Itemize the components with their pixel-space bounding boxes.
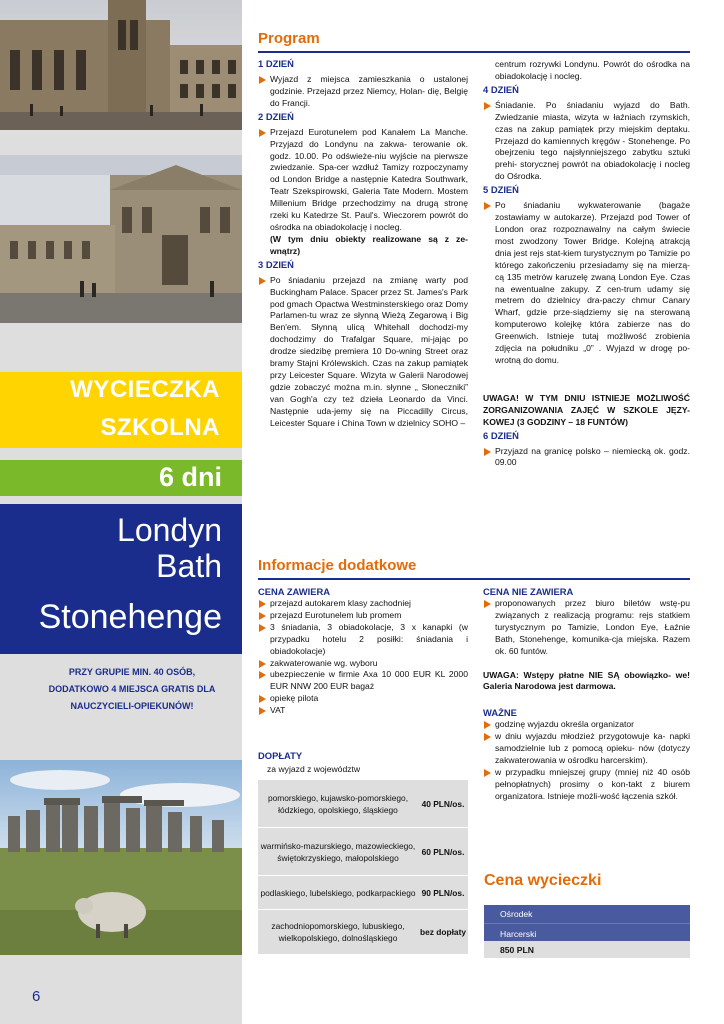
destination-stonehenge: Stonehenge <box>38 598 222 636</box>
included-item: VAT <box>258 705 468 717</box>
not-included-header: CENA NIE ZAWIERA <box>483 586 574 597</box>
bullet-arrow-icon <box>259 612 266 620</box>
table-row <box>258 876 468 910</box>
surcharge-regions: warmińsko-mazurskiego, mazowieckiego, świętokrzyskiego, małopolskiego <box>260 840 416 863</box>
destination-bath: Bath <box>156 548 222 584</box>
surcharges-header: DOPŁATY <box>258 750 303 761</box>
surcharge-regions: podlaskiego, lubelskiego, podkarpackiego <box>260 887 416 898</box>
bullet-arrow-icon <box>259 660 266 668</box>
bullet-arrow-icon <box>259 277 266 285</box>
important-header: WAŻNE <box>483 707 517 719</box>
included-column <box>258 586 468 717</box>
surcharge-price: 60 PLN/os. <box>421 846 465 857</box>
trip-price-box <box>484 905 690 958</box>
day4-header: 4 DZIEŃ <box>483 83 519 95</box>
title-line-1: WYCIECZKA <box>70 376 220 403</box>
not-included-column <box>483 586 690 803</box>
table-row <box>258 910 468 954</box>
day5-text: Po śniadaniu wykwaterowanie (bagaże zostawiamy w autokarze). Przejazd pod Tower of London oraz rozpoznawalny na całym świecie most zwodzony Tower Bridge. Kolejną atrakcją dnia jest rejs stat-kiem turystycznym po Tamizie po którego zakończeniu przesiadamy się na mierzą-cą 135 metrów karuzelę zwaną London Eye. Czas na ewentualne zakupy. Z cen-trum udamy się metrem do dzielnicy dra-paczy chmur Canary Wharf, gdzie prze-siądziemy się na sterowaną komputerowo kolejkę która zabierze nas do Greenwich. Istnieje tutaj możliwość zrobienia zdjęcia na południku „0” . Wyjazd w drogę po-wrotną do domu. <box>483 200 690 367</box>
surcharges-table <box>258 780 468 954</box>
accommodation-type-line-2: Harcerski <box>484 923 690 941</box>
surcharge-regions: zachodniopomorskiego, lubuskiego, wielkopolskiego, dolnośląskiego <box>271 921 405 943</box>
trip-price-title: Cena wycieczki <box>484 872 602 889</box>
table-row <box>258 780 468 828</box>
bullet-arrow-icon <box>484 202 491 210</box>
day4-text: Śniadanie. Po śniadaniu wyjazd do Bath. Zwiedzanie miasta, wizyta w łaźniach rzymskich, czas na zakup pamiątek przy miejskim deptaku. Przejazd do kamiennych kręgów - Stonehenge. Po obejrzeniu tego najsłynniejszego zabytku sztuki prehi- storycznej powrót na obiadokolację i nocleg do Ośrodka. <box>483 100 690 183</box>
included-item: 3 śniadania, 3 obiadokolacje, 3 x kanapki (w przypadku hotelu 2 posiłki: śniadania i obiadokolacje) <box>258 622 468 658</box>
page-number: 6 <box>32 988 41 1005</box>
surcharge-price: 40 PLN/os. <box>421 798 465 809</box>
program-column-2 <box>483 59 690 469</box>
surcharge-price: 90 PLN/os. <box>421 887 465 898</box>
bullet-arrow-icon <box>259 695 266 703</box>
bullet-arrow-icon <box>259 600 266 608</box>
day5-header: 5 DZIEŃ <box>483 184 519 196</box>
bullet-arrow-icon <box>259 707 266 715</box>
destination-london: Londyn <box>117 512 222 548</box>
left-column <box>0 0 242 1024</box>
table-row <box>258 828 468 876</box>
program-title: Program <box>258 30 320 47</box>
bullet-arrow-icon <box>259 624 266 632</box>
trip-price-value: 850 PLN <box>484 941 690 958</box>
program-column-1 <box>258 57 468 429</box>
day2-header: 2 DZIEŃ <box>258 110 294 122</box>
important-item: godzinę wyjazdu określa organizator <box>483 719 690 731</box>
bullet-arrow-icon <box>259 129 266 137</box>
info-title: Informacje dodatkowe <box>258 557 417 574</box>
duration-label: 6 dni <box>158 462 222 492</box>
bullet-arrow-icon <box>484 600 491 608</box>
day3-continued: centrum rozrywki Londynu. Powrót do ośrodka na obiadokolację i nocleg. <box>495 59 690 81</box>
not-included-text: proponowanych przez biuro biletów wstę-pu związanych z realizacją programu: rejs statkiem turystycznym po Tamizie, London Eye, Łaźnie Bath, Stonehenge, komunika-cja miejska. Razem ok. 60 funtów. <box>483 598 690 658</box>
included-item: przejazd autokarem klasy zachodniej <box>258 598 468 610</box>
duration-band <box>0 460 242 496</box>
info-divider <box>258 578 690 580</box>
bullet-arrow-icon <box>484 102 491 110</box>
surcharges-subheader: za wyjazd z województw <box>267 764 361 774</box>
bullet-arrow-icon <box>484 769 491 777</box>
entry-fees-note: UWAGA: Wstępy płatne NIE SĄ obowiązko- we! Galeria Narodowa jest darmowa. <box>483 669 690 692</box>
roman-baths-photo <box>0 155 242 323</box>
day1-header: 1 DZIEŃ <box>258 58 294 69</box>
language-school-warning: UWAGA! W TYM DNIU ISTNIEJE MOŻLIWOŚĆ ZORGANIZOWANIA ZAJĘĆ W SZKOLE JĘZY- KOWEJ (3 GODZINY – 18 FUNTÓW) <box>483 392 690 427</box>
day3-text: Po śniadaniu przejazd na zmianę warty pod Buckingham Palace. Spacer przez St. James's Park pod gmach Opactwa Westminsterskiego oraz Domy Parlamen-tu wraz ze słynną Wieżą Zegarową i Big Ben'em. Słynną ulicą Whitehall dochodzi-my dochodzimy do Trafalgar Square, mi-jając po drodze siedzibę premiera 10 Do-wning Street oraz bramy Stajni Królewskich. Czas na zakup pamiątek przy Leicester Square. Wizyta w Galerii Narodowej gdzie zobaczyć można m.in. słynne „ Słoneczniki” van Gogh'a czy też dzieła Leonardo da Vinci. Następnie uda-jemy się na Piccadilly Circus, Leicester Square i China Town w dzielnicy SOHO – <box>258 275 468 430</box>
day6-header: 6 DZIEŃ <box>483 429 519 441</box>
surcharges-header-block <box>258 750 468 776</box>
bullet-arrow-icon <box>484 448 491 456</box>
trip-type-band <box>0 372 242 448</box>
bath-abbey-photo <box>0 0 242 130</box>
bullet-arrow-icon <box>484 721 491 729</box>
day3-header: 3 DZIEŃ <box>258 258 294 270</box>
program-divider <box>258 51 690 53</box>
bullet-arrow-icon <box>259 76 266 84</box>
important-item: w dniu wyjazdu młodzież przygotowuje ka- napki samodzielnie lub z pomocą opieku- nów (dotyczy zakwaterowania w ośrodku harcerskim). <box>483 731 690 767</box>
surcharge-price: bez dopłaty <box>419 927 467 937</box>
day2-text: Przejazd Eurotunelem pod Kanałem La Manche. Przyjazd do Londynu na zakwa- terowanie ok. godz. 10.00. Po odświeże-niu wyjście na pierwsze zwiedzanie. Spa-cer wzdłuż Tamizy rozpoczynamy od London Bridge a następnie Katedra Southwark, Teatr Szekspirowski, Galeria Tate Modern. Mostem Millenium Bridge przechodzimy na drugą stronę rzeki ku Katedrze St. Paul's. Wieczorem powrót do ośrodka na obiadokolację i nocleg. <box>258 127 468 234</box>
important-item: w przypadku mniejszej grupy (mniej niż 40 osób pełnopłatnych) prosimy o kon-takt z biurem organizatora. Istnieje możli-wość łączenia szkół. <box>483 767 690 803</box>
included-item: zakwaterowanie wg. wyboru <box>258 658 468 670</box>
destinations-band <box>0 504 242 654</box>
accommodation-type-line-1: Ośrodek <box>484 905 690 923</box>
bullet-arrow-icon <box>484 733 491 741</box>
day1-text: Wyjazd z miejsca zamieszkania o ustalonej godzinie. Przejazd przez Niemcy, Holan- dię, Belgię do Francji. <box>258 74 468 110</box>
bullet-arrow-icon <box>259 671 266 679</box>
included-item: ubezpieczenie w firmie Axa 10 000 EUR KL 2000 EUR NNW 200 EUR bagaż <box>258 669 468 693</box>
group-discount-note: PRZY GRUPIE MIN. 40 OSÓB, DODATKOWO 4 MIEJSCA GRATIS DLA NAUCZYCIELI-OPIEKUNÓW! <box>48 667 216 711</box>
surcharge-regions: pomorskiego, kujawsko-pomorskiego, łódzkiego, opolskiego, śląskiego <box>267 792 409 815</box>
included-header: CENA ZAWIERA <box>258 586 331 597</box>
stonehenge-photo <box>0 760 242 955</box>
title-line-2: SZKOLNA <box>100 414 220 441</box>
day2-note: (W tym dniu obiekty realizowane są z ze- wnątrz) <box>270 233 468 256</box>
day6-text: Przyjazd na granicę polsko – niemiecką ok. godz. 09.00 <box>483 446 690 470</box>
included-item: opiekę pilota <box>258 693 468 705</box>
included-item: przejazd Eurotunelem lub promem <box>258 610 468 622</box>
